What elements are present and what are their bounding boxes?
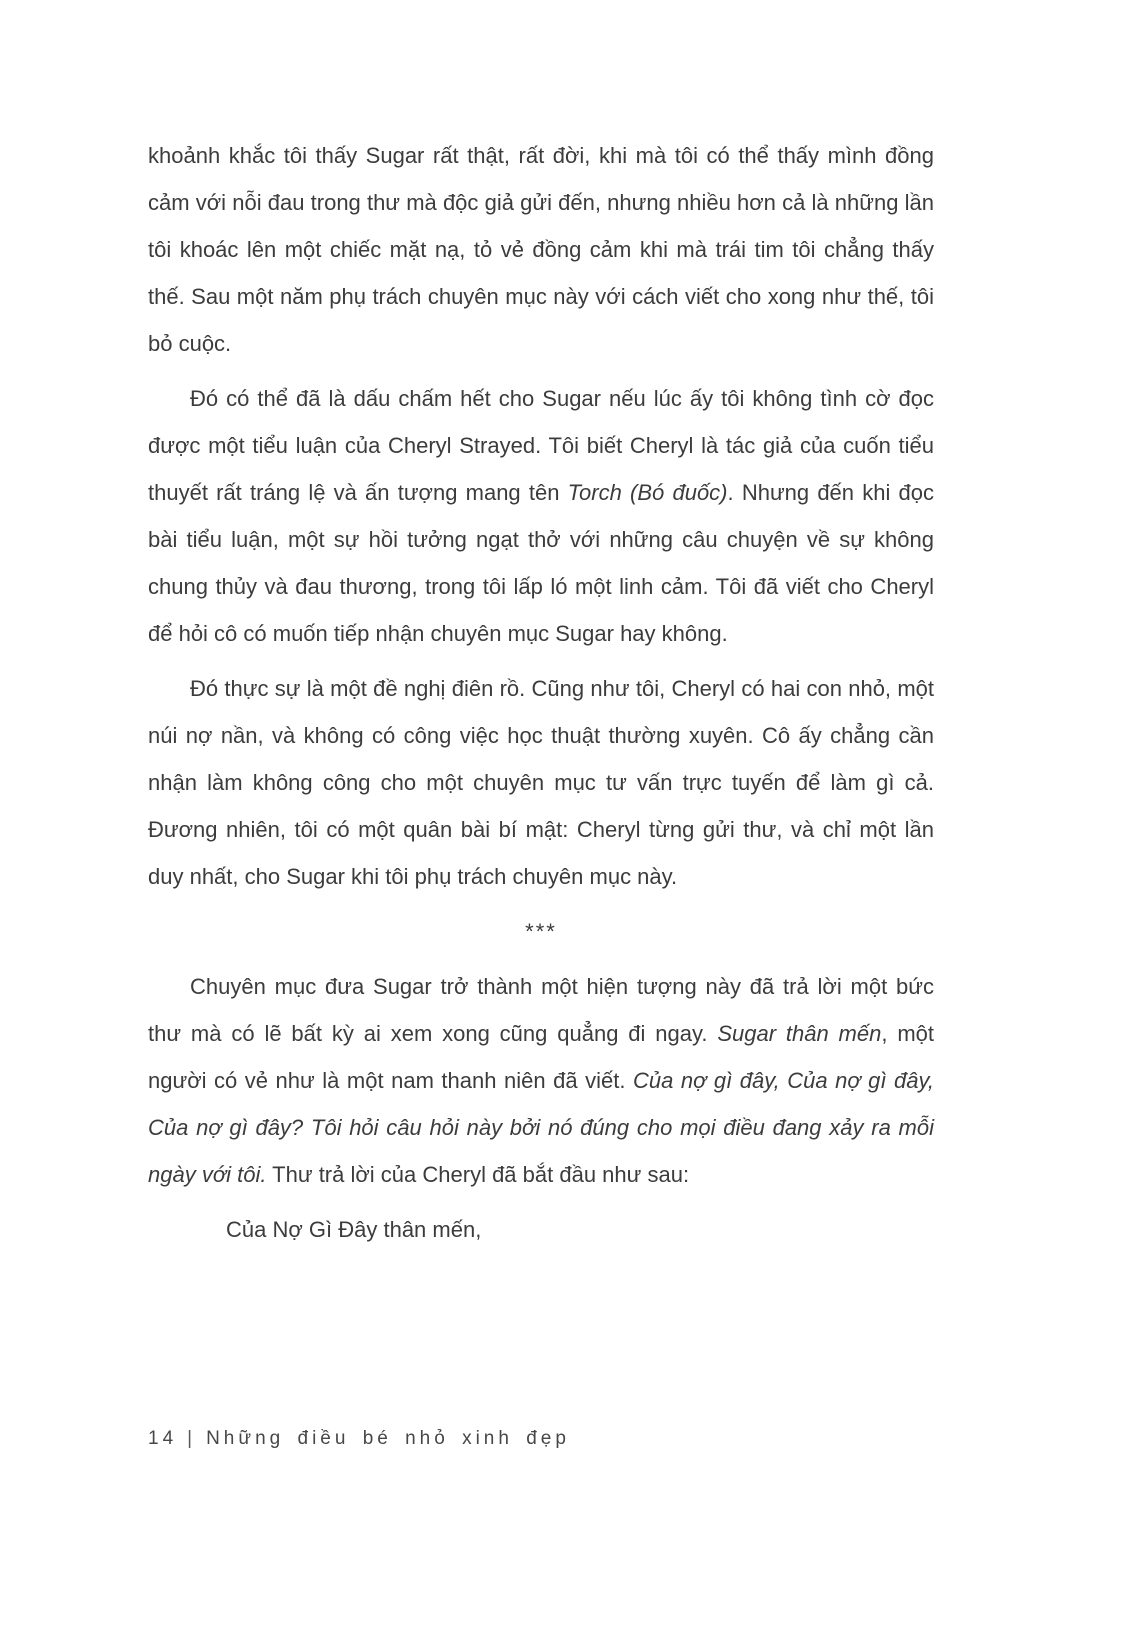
text-run: Torch (Bó đuốc) xyxy=(567,480,728,505)
page-text xyxy=(148,132,934,1261)
text-run: khoảnh khắc tôi thấy Sugar rất thật, rất đời, khi mà tôi có thể thấy mình đồng cảm với nỗi đau trong thư mà độc giả gửi đến, nhưng nhiều hơn cả là những lần tôi khoác lên một chiếc mặt nạ, tỏ vẻ đồng cảm khi mà trái tim tôi chẳng thấy thế. Sau một năm phụ trách chuyên mục này với cách viết cho xong như thế, tôi bỏ cuộc. xyxy=(148,143,934,356)
text-run: Của nợ gì đây, Của nợ gì đây, Của nợ gì đây? Tôi hỏi câu hỏi này bởi nó đúng cho mọi điều đang xảy ra mỗi ngày với tôi. xyxy=(148,1068,934,1187)
text-run: Chuyên mục đưa Sugar trở thành một hiện tượng này đã trả lời một bức thư mà có lẽ bất kỳ ai xem xong cũng quẳng đi ngay. xyxy=(148,974,934,1046)
text-run: Đó có thể đã là dấu chấm hết cho Sugar nếu lúc ấy tôi không tình cờ đọc được một tiểu luận của Cheryl Strayed. Tôi biết Cheryl là tác giả của cuốn tiểu thuyết rất tráng lệ và ấn tượng mang tên xyxy=(148,386,934,505)
book-title: Những điều bé nhỏ xinh đẹp xyxy=(206,1428,570,1449)
page-number: 14 xyxy=(148,1428,178,1449)
paragraph xyxy=(148,375,934,657)
paragraph xyxy=(148,665,934,900)
text-run: Của Nợ Gì Đây thân mến, xyxy=(226,1217,482,1242)
text-run: , một người có vẻ như là một nam thanh niên đã viết. xyxy=(148,1021,935,1093)
paragraph xyxy=(148,132,934,367)
quote-line xyxy=(148,1206,934,1253)
text-run: Đó thực sự là một đề nghị điên rồ. Cũng như tôi, Cheryl có hai con nhỏ, một núi nợ nần, và không có công việc học thuật thường xuyên. Cô ấy chẳng cần nhận làm không công cho một chuyên mục tư vấn trực tuyến để làm gì cả. Đương nhiên, tôi có một quân bài bí mật: Cheryl từng gửi thư, và chỉ một lần duy nhất, cho Sugar khi tôi phụ trách chuyên mục này. xyxy=(148,676,934,889)
section-separator: *** xyxy=(525,919,557,944)
page-footer xyxy=(148,1428,570,1450)
text-run: Thư trả lời của Cheryl đã bắt đầu như sau: xyxy=(266,1162,690,1187)
footer-divider: | xyxy=(187,1428,197,1449)
text-run: Sugar thân mến xyxy=(717,1021,882,1046)
paragraph xyxy=(148,963,934,1198)
text-run: . Nhưng đến khi đọc bài tiểu luận, một sự hồi tưởng ngạt thở với những câu chuyện về sự không chung thủy và đau thương, trong tôi lấp ló một linh cảm. Tôi đã viết cho Cheryl để hỏi cô có muốn tiếp nhận chuyên mục Sugar hay không. xyxy=(148,480,935,646)
